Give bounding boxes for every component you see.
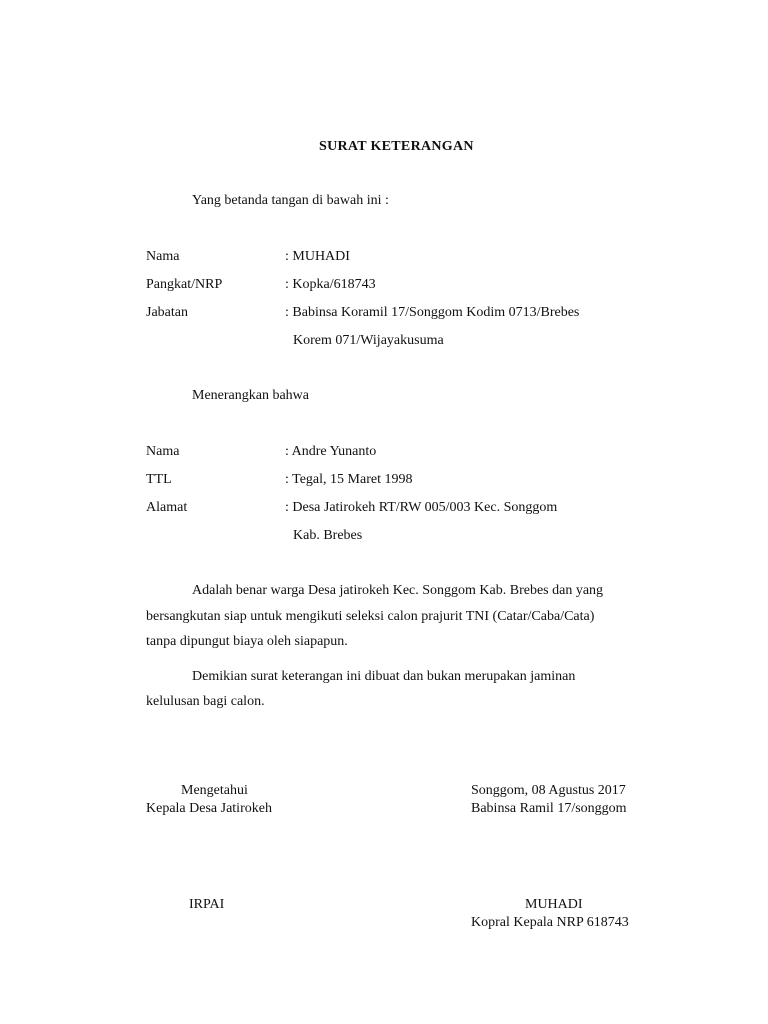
paragraph-1-line: Adalah benar warga Desa jatirokeh Kec. Songgom Kab. Brebes dan yang [192, 583, 604, 598]
signature-right-line2: Babinsa Ramil 17/songgom [471, 801, 627, 816]
subject-address-value: : Desa Jatirokeh RT/RW 005/003 Kec. Songgom [285, 500, 558, 515]
subject-birth-label: TTL [146, 472, 172, 487]
signer-name-value: : MUHADI [285, 249, 350, 264]
signer-name-label: Nama [146, 249, 180, 264]
signer-position-value: : Babinsa Koramil 17/Songgom Kodim 0713/Brebes [285, 305, 580, 320]
paragraph-1-line: tanpa dipungut biaya oleh siapapun. [146, 634, 348, 649]
signature-right-rank: Kopral Kepala NRP 618743 [471, 915, 629, 930]
signer-position-label: Jabatan [146, 305, 188, 320]
subject-name-label: Nama [146, 444, 180, 459]
statement-intro: Menerangkan bahwa [192, 388, 310, 403]
paragraph-1-line: bersangkutan siap untuk mengikuti seleksi calon prajurit TNI (Catar/Caba/Cata) [146, 609, 595, 624]
signer-rank-label: Pangkat/NRP [146, 277, 223, 292]
subject-address-label: Alamat [146, 500, 188, 515]
signature-left-name: IRPAI [189, 897, 225, 912]
intro-text: Yang betanda tangan di bawah ini : [192, 193, 389, 208]
paragraph-2-line: Demikian surat keterangan ini dibuat dan bukan merupakan jaminan [192, 669, 576, 684]
signer-rank-value: : Kopka/618743 [285, 277, 376, 292]
signature-right-name: MUHADI [525, 897, 583, 912]
signature-left-line2: Kepala Desa Jatirokeh [146, 801, 272, 816]
subject-birth-value: : Tegal, 15 Maret 1998 [285, 472, 413, 487]
subject-name-value: : Andre Yunanto [285, 444, 377, 459]
letter-title: SURAT KETERANGAN [319, 139, 474, 154]
signature-right-line1: Songgom, 08 Agustus 2017 [471, 783, 626, 798]
signer-position-value-cont: Korem 071/Wijayakusuma [293, 333, 444, 348]
paragraph-2-line: kelulusan bagi calon. [146, 694, 265, 709]
subject-address-value-cont: Kab. Brebes [293, 528, 363, 543]
signature-left-line1: Mengetahui [181, 783, 248, 798]
